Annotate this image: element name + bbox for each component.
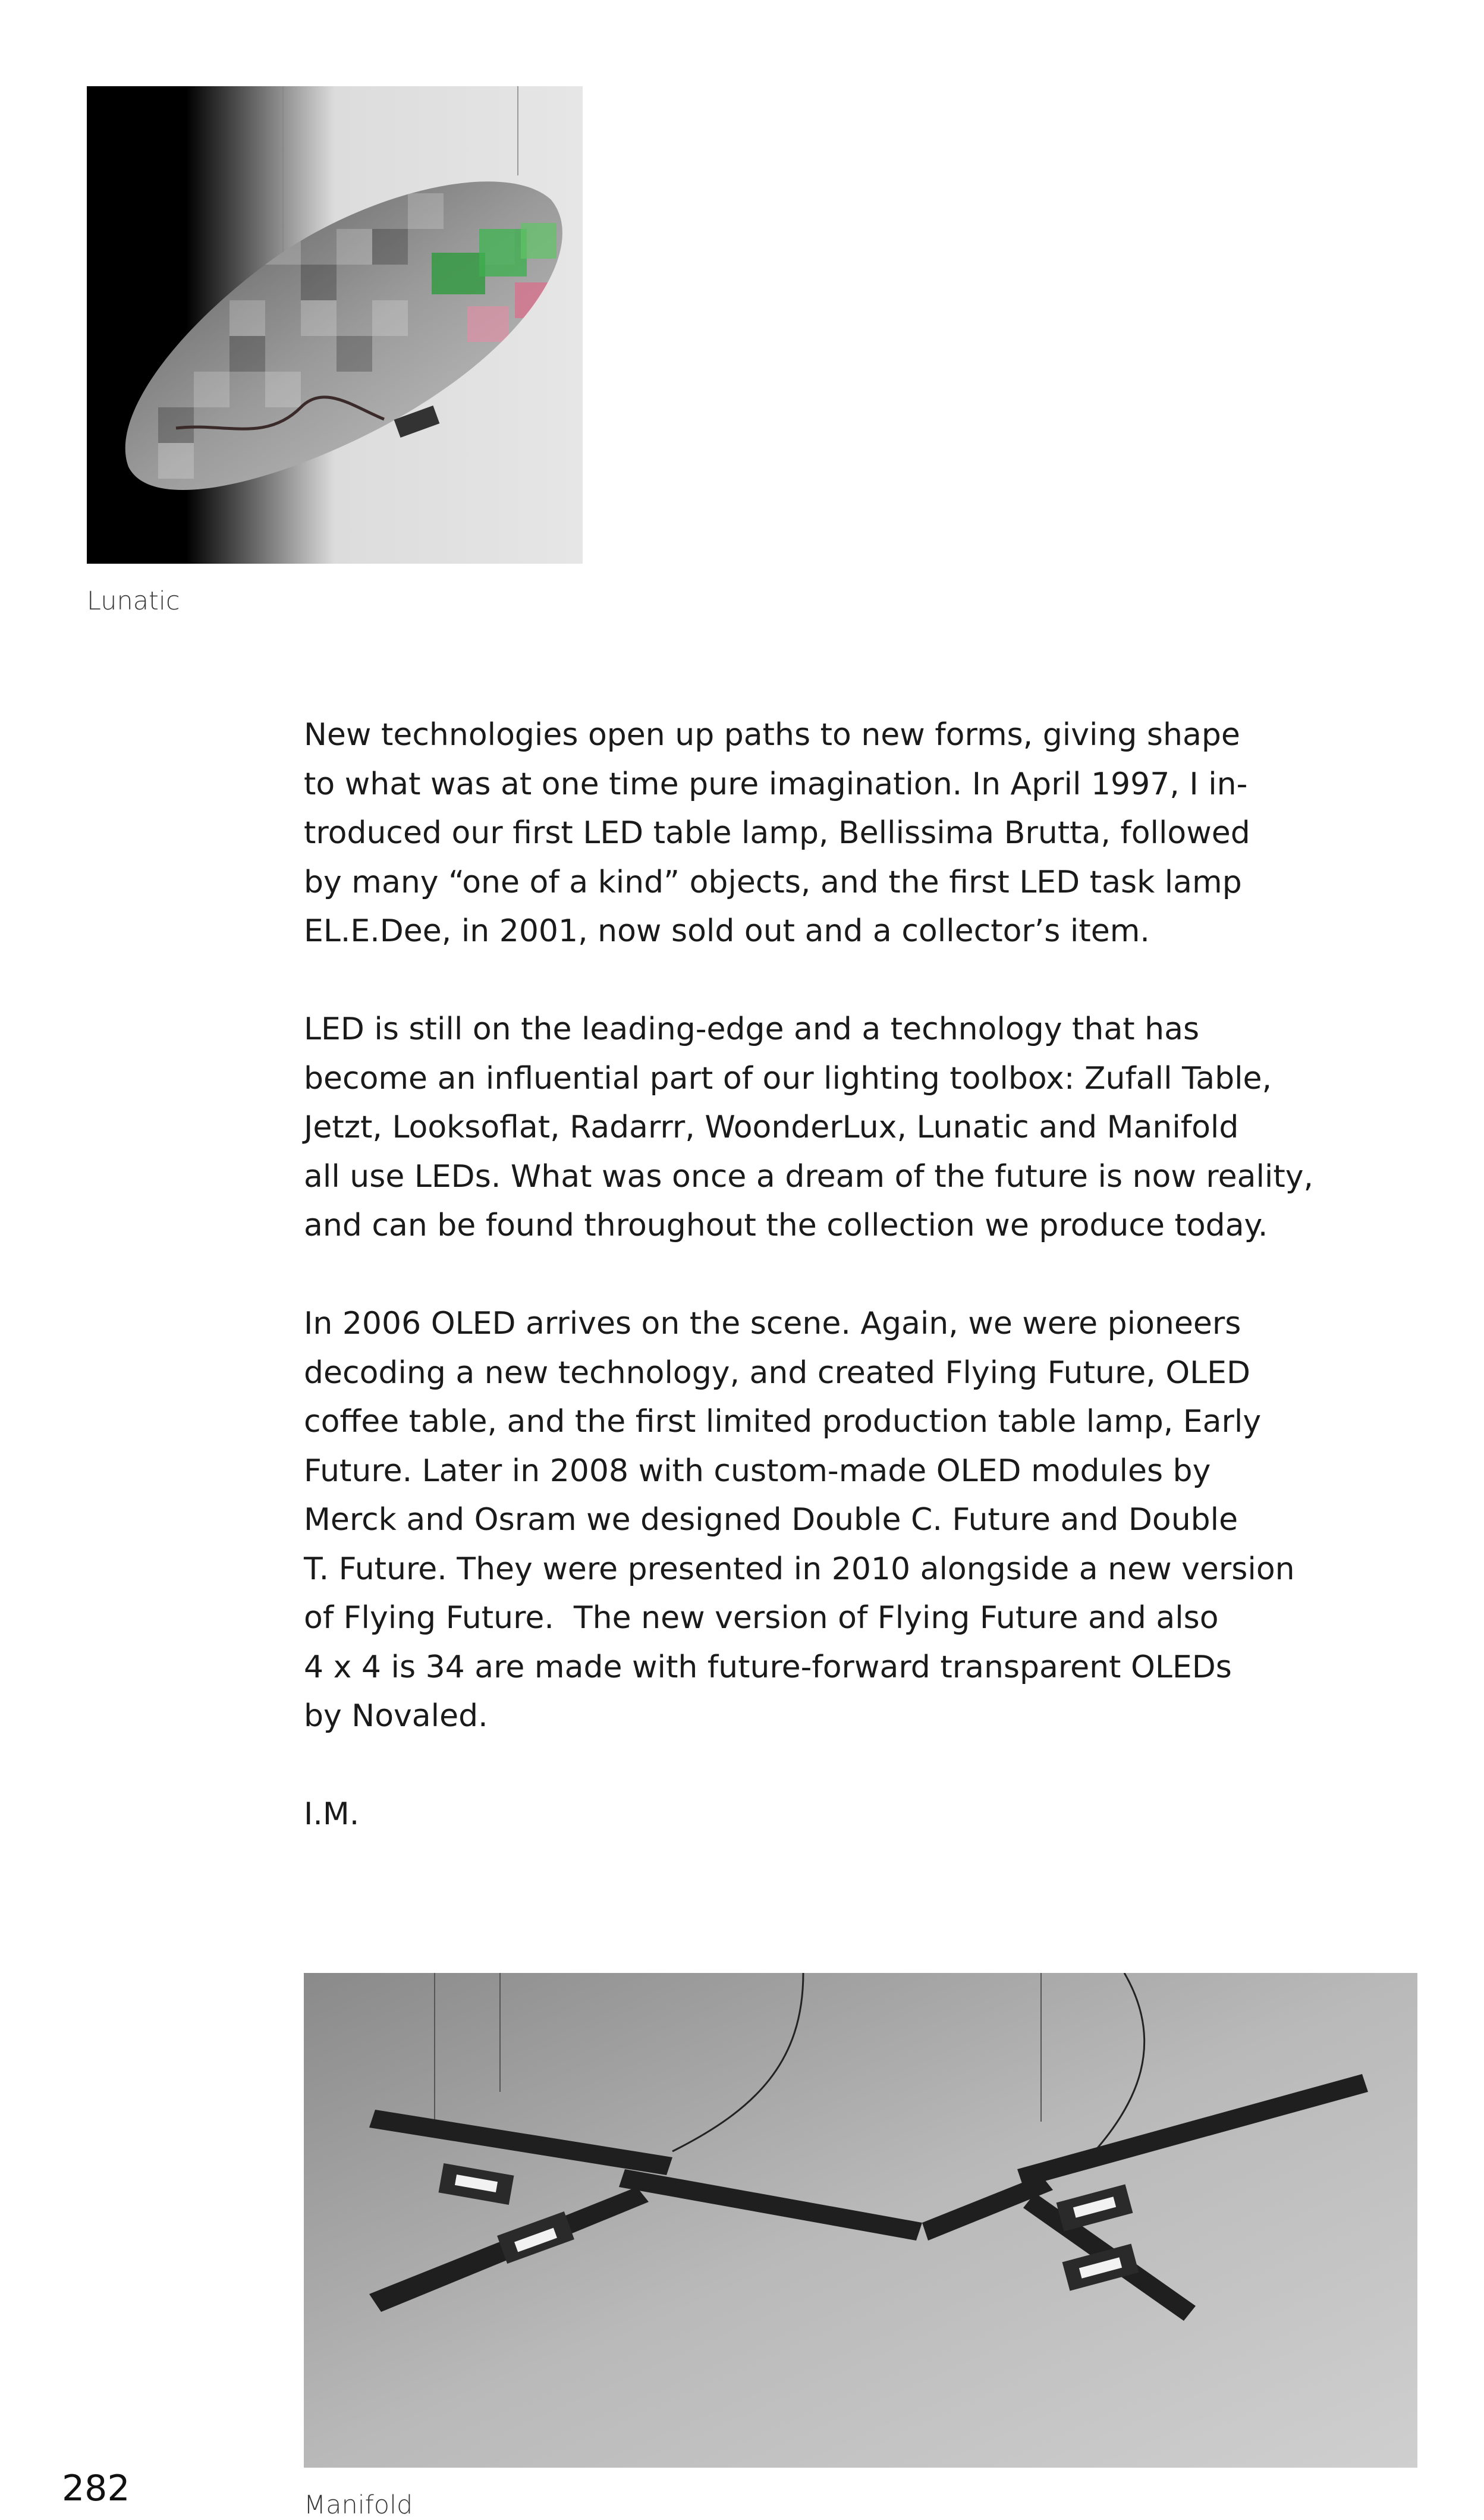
- paragraph-2: [304, 1005, 1314, 1250]
- text-line: troduced our first LED table lamp, Bellissima Brutta, followed: [304, 815, 1250, 851]
- text-line: In 2006 OLED arrives on the scene. Again, we were pioneers: [304, 1306, 1241, 1341]
- text-line: by Novaled.: [304, 1698, 488, 1734]
- lunatic-photo: [87, 86, 583, 564]
- text-line: Jetzt, Looksoflat, Radarrr, WoonderLux, Lunatic and Manifold: [304, 1110, 1239, 1145]
- paragraph-3: [304, 1299, 1295, 1741]
- signature-initials: I.M.: [304, 1796, 360, 1832]
- text-line: decoding a new technology, and created Flying Future, OLED: [304, 1355, 1251, 1391]
- text-line: New technologies open up paths to new forms, giving shape: [304, 717, 1240, 753]
- text-line: EL.E.Dee, in 2001, now sold out and a collector’s item.: [304, 913, 1150, 949]
- text-line: all use LEDs. What was once a dream of the future is now reality,: [304, 1158, 1314, 1195]
- manifold-photo: [304, 1973, 1417, 2468]
- text-line: Merck and Osram we designed Double C. Future and Double: [304, 1502, 1238, 1538]
- text-line: T. Future. They were presented in 2010 alongside a new version: [304, 1551, 1295, 1587]
- lunatic-caption: Lunatic: [87, 586, 180, 616]
- text-line: and can be found throughout the collection we produce today.: [304, 1208, 1268, 1243]
- signature: [304, 1790, 1231, 1839]
- paragraph-1: [304, 711, 1250, 956]
- text-line: 4 x 4 is 34 are made with future-forward transparent OLEDs: [304, 1649, 1232, 1685]
- text-line: LED is still on the leading-edge and a technology that has: [304, 1011, 1200, 1047]
- article-body: [304, 711, 1314, 1888]
- page-number: 282: [62, 2468, 130, 2509]
- text-line: by many “one of a kind” objects, and the first LED task lamp: [304, 864, 1242, 900]
- text-line: become an influential part of our lighting toolbox: Zufall Table,: [304, 1060, 1272, 1096]
- text-line: coffee table, and the first limited production table lamp, Early: [304, 1404, 1262, 1440]
- manifold-caption: Manifold: [304, 2490, 413, 2520]
- text-line: Future. Later in 2008 with custom-made OLED modules by: [304, 1453, 1211, 1489]
- text-line: of Flying Future. The new version of Flying Future and also: [304, 1600, 1219, 1636]
- text-line: to what was at one time pure imagination. In April 1997, I in-: [304, 766, 1248, 802]
